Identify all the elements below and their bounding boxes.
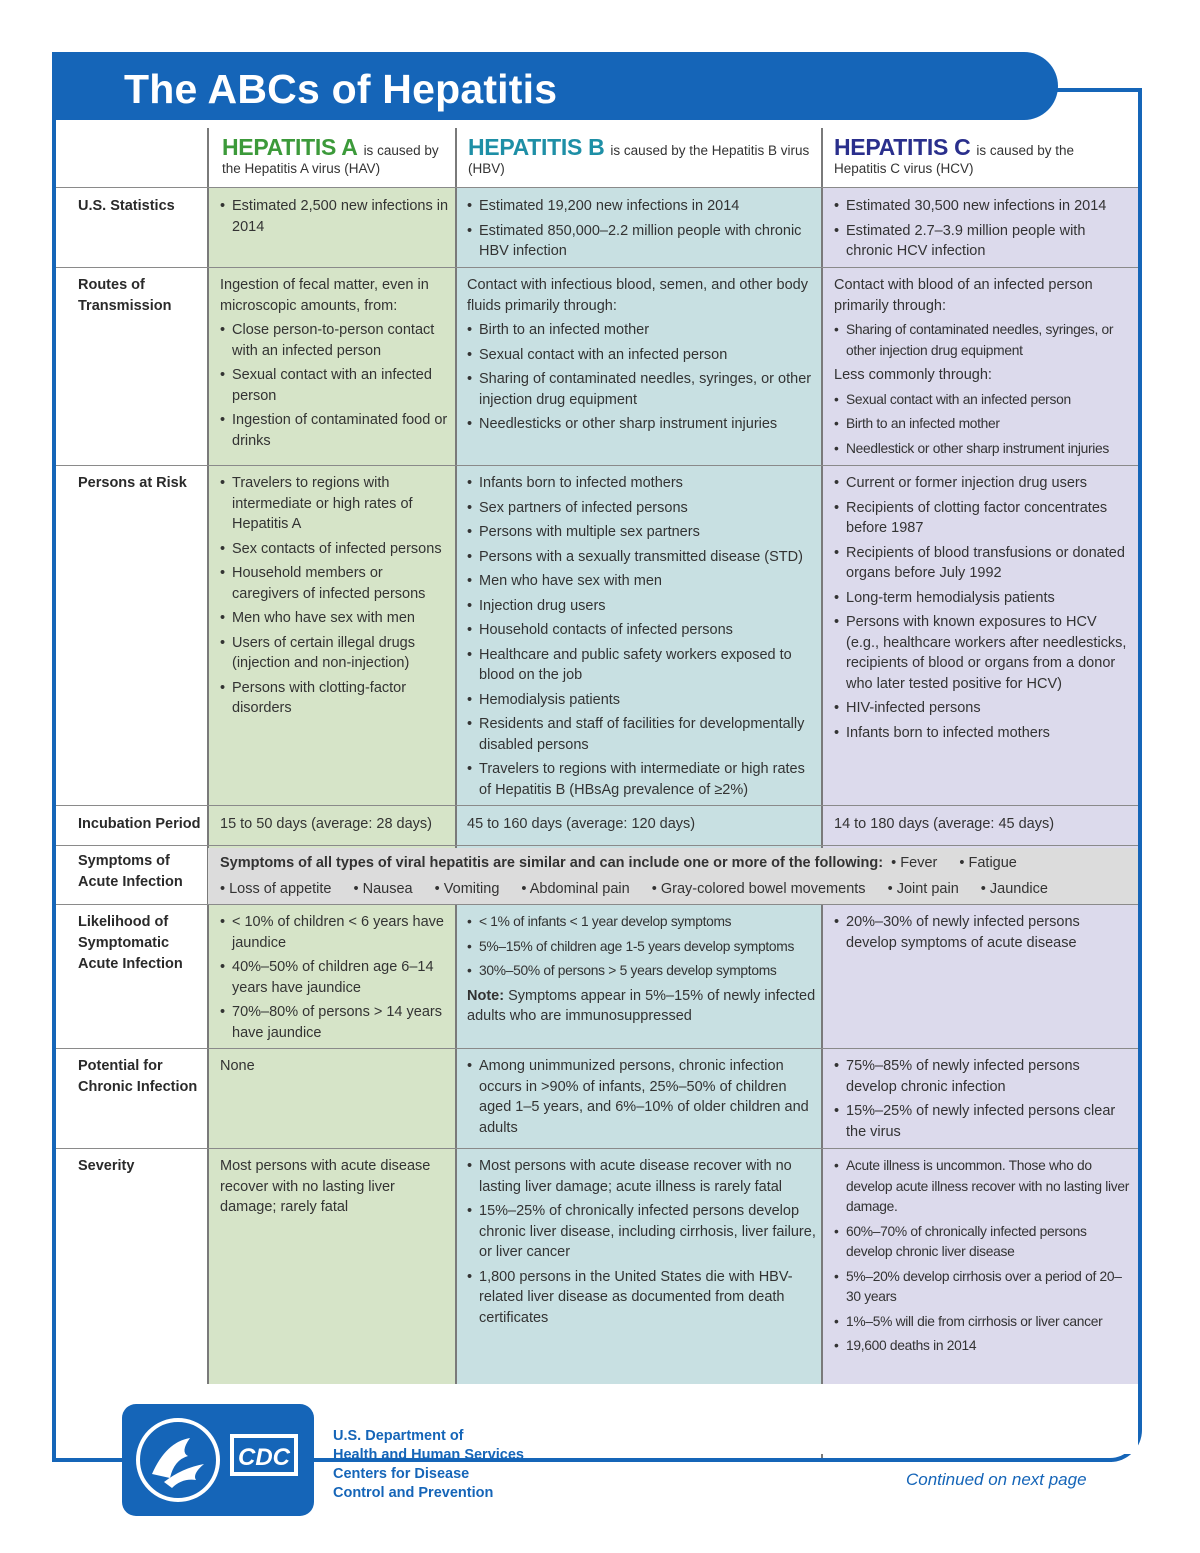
symptom-item: • Fever — [891, 850, 937, 876]
column-divider-c — [821, 128, 823, 1458]
frame-top-border — [1050, 88, 1142, 92]
cdc-logo-text: CDC — [238, 1444, 290, 1471]
list-item: • 75%–85% of newly infected persons develop chronic infection — [834, 1056, 1132, 1097]
list-item: • Persons with a sexually transmitted disease (STD) — [467, 547, 817, 568]
routes-a-intro: Ingestion of fecal matter, even in microscopic amounts, from: — [220, 277, 429, 314]
list-item: • Estimated 30,500 new infections in 2014 — [834, 196, 1132, 217]
routes-c-intro2: Less commonly through: — [834, 367, 992, 383]
chronic-c — [834, 1056, 1132, 1146]
list-item: • < 10% of children < 6 years have jaundice — [220, 912, 448, 953]
list-item: • Household contacts of infected persons — [467, 620, 817, 641]
continued-link[interactable]: Continued on next page — [906, 1470, 1087, 1489]
list-item: • Household members or caregivers of infected persons — [220, 563, 448, 604]
list-item: • 1%–5% will die from cirrhosis or liver cancer — [834, 1312, 1132, 1333]
list-item: • Injection drug users — [467, 596, 817, 617]
list-item: • Sexual contact with an infected person — [467, 345, 817, 366]
likelihood-b — [467, 912, 817, 1031]
likelihood-c — [834, 912, 1132, 957]
list-item: • 70%–80% of persons > 14 years have jaundice — [220, 1002, 448, 1043]
list-item: • Estimated 2.7–3.9 million people with chronic HCV infection — [834, 221, 1132, 262]
symptoms-lead: Symptoms of all types of viral hepatitis are similar and can include one or more of the following: — [220, 855, 884, 871]
list-item: • HIV-infected persons — [834, 698, 1132, 719]
severity-a: Most persons with acute disease recover with no lasting liver damage; rarely fatal — [220, 1158, 431, 1215]
list-item: • Healthcare and public safety workers exposed to blood on the job — [467, 645, 817, 686]
row-label-severity: Severity — [78, 1158, 135, 1174]
frame-left-border — [52, 88, 56, 1462]
hepatitis-b-header — [468, 134, 813, 178]
list-item: • Recipients of blood transfusions or donated organs before July 1992 — [834, 543, 1132, 584]
symptom-item: • Joint pain — [888, 876, 959, 902]
symptom-item: • Fatigue — [959, 850, 1016, 876]
row-label-statistics: U.S. Statistics — [78, 198, 175, 214]
hepatitis-c-title: HEPATITIS C — [834, 134, 971, 160]
row-label-routes: Routes of Transmission — [78, 277, 172, 314]
list-item: • Needlestick or other sharp instrument injuries — [834, 439, 1132, 460]
incubation-b: 45 to 160 days (average: 120 days) — [467, 816, 696, 832]
list-item: • 15%–25% of chronically infected persons develop chronic liver disease, including cirrhosis, liver failure, or liver cancer — [467, 1201, 817, 1263]
list-item: • Users of certain illegal drugs (injection and non-injection) — [220, 633, 448, 674]
agency-line: Control and Prevention — [333, 1485, 494, 1501]
list-item: • Travelers to regions with intermediate or high rates of Hepatitis B (HBsAg prevalence of ≥2%) — [467, 759, 817, 800]
list-item: • Birth to an infected mother — [834, 414, 1132, 435]
agency-name — [333, 1427, 573, 1503]
chronic-a: None — [220, 1058, 255, 1074]
list-item: • Men who have sex with men — [220, 608, 448, 629]
risk-c — [834, 473, 1132, 747]
row-label-symptoms: Symptoms of Acute Infection — [78, 853, 183, 890]
incubation-a: 15 to 50 days (average: 28 days) — [220, 816, 432, 832]
list-item: • Sharing of contaminated needles, syringes, or other injection drug equipment — [834, 320, 1132, 361]
list-item: • Most persons with acute disease recover with no lasting liver damage; acute illness is rarely fatal — [467, 1156, 817, 1197]
list-item: • Ingestion of contaminated food or drinks — [220, 410, 448, 451]
list-item: • 40%–50% of children age 6–14 years have jaundice — [220, 957, 448, 998]
likelihood-a — [220, 912, 448, 1047]
hepatitis-a-title: HEPATITIS A — [222, 134, 358, 160]
list-item: • Birth to an infected mother — [467, 320, 817, 341]
symptom-item: • Vomiting — [435, 876, 500, 902]
list-item: • Persons with multiple sex partners — [467, 522, 817, 543]
statistics-b — [467, 196, 817, 266]
list-item: • Acute illness is uncommon. Those who do develop acute illness recover with no lasting liver damage. — [834, 1156, 1132, 1218]
list-item: • Persons with known exposures to HCV (e.g., healthcare workers after needlesticks, recipients of blood or organs from a donor who later tested positive for HCV) — [834, 612, 1132, 694]
agency-line: Centers for Disease — [333, 1466, 470, 1482]
row-label-likelihood: Likelihood of Symptomatic Acute Infection — [78, 914, 183, 972]
symptom-item: • Jaundice — [981, 876, 1048, 902]
list-item: • Persons with clotting-factor disorders — [220, 678, 448, 719]
row-divider — [56, 1148, 1138, 1149]
note-label: Note: — [467, 987, 505, 1004]
list-item: • Infants born to infected mothers — [834, 723, 1132, 744]
agency-line: U.S. Department of — [333, 1428, 464, 1444]
row-divider — [56, 904, 1138, 905]
list-item: • 19,600 deaths in 2014 — [834, 1336, 1132, 1357]
row-divider — [56, 267, 1138, 268]
routes-c-intro: Contact with blood of an infected person primarily through: — [834, 277, 1093, 314]
routes-a — [220, 275, 448, 455]
list-item: • 20%–30% of newly infected persons develop symptoms of acute disease — [834, 912, 1132, 953]
row-divider — [56, 187, 1138, 188]
frame-right-border — [1138, 88, 1142, 1428]
row-divider — [56, 1048, 1138, 1049]
hepatitis-c-header — [834, 134, 1129, 178]
list-item: • 1,800 persons in the United States die with HBV-related liver disease as documented from death certificates — [467, 1267, 817, 1329]
list-item: • 5%–15% of children age 1-5 years develop symptoms — [467, 937, 817, 958]
list-item: • Men who have sex with men — [467, 571, 817, 592]
hepatitis-b-title: HEPATITIS B — [468, 134, 605, 160]
symptom-item: • Loss of appetite — [220, 876, 332, 902]
page-title: The ABCs of Hepatitis — [124, 66, 558, 112]
row-divider — [56, 845, 1138, 846]
symptom-item: • Abdominal pain — [521, 876, 629, 902]
risk-b — [467, 473, 817, 804]
hepatitis-a-description: is caused by the Hepatitis A virus (HAV) — [222, 143, 439, 176]
chronic-b — [467, 1056, 817, 1142]
list-item: • Sexual contact with an infected person — [220, 365, 448, 406]
hepatitis-a-header — [222, 134, 447, 178]
list-item: • Sexual contact with an infected person — [834, 390, 1132, 411]
list-item: • Estimated 19,200 new infections in 2014 — [467, 196, 817, 217]
list-item: • < 1% of infants < 1 year develop symptoms — [467, 912, 817, 933]
list-item: • Recipients of clotting factor concentrates before 1987 — [834, 498, 1132, 539]
severity-c — [834, 1156, 1132, 1361]
list-item: • Needlesticks or other sharp instrument injuries — [467, 414, 817, 435]
risk-a — [220, 473, 448, 723]
hepatitis-c-description: is caused by the Hepatitis C virus (HCV) — [834, 143, 1074, 176]
list-item: • Travelers to regions with intermediate or high rates of Hepatitis A — [220, 473, 448, 535]
note-text: Symptoms appear in 5%–15% of newly infected adults who are immunosuppressed — [467, 987, 816, 1024]
list-item: • 60%–70% of chronically infected persons develop chronic liver disease — [834, 1222, 1132, 1263]
column-divider-b — [455, 128, 457, 1384]
symptom-item: • Gray-colored bowel movements — [652, 876, 866, 902]
list-item: • Sex partners of infected persons — [467, 498, 817, 519]
routes-c — [834, 275, 1132, 463]
symptom-item: • Nausea — [354, 876, 413, 902]
list-item: • 5%–20% develop cirrhosis over a period of 20–30 years — [834, 1267, 1132, 1308]
list-item: • 15%–25% of newly infected persons clear the virus — [834, 1101, 1132, 1142]
cdc-logo-icon — [228, 1432, 300, 1478]
list-item: • Infants born to infected mothers — [467, 473, 817, 494]
list-item: • Estimated 850,000–2.2 million people with chronic HBV infection — [467, 221, 817, 262]
list-item: • Close person-to-person contact with an infected person — [220, 320, 448, 361]
symptoms-text — [220, 850, 1130, 902]
statistics-c — [834, 196, 1132, 266]
row-label-risk: Persons at Risk — [78, 475, 187, 491]
list-item: • 30%–50% of persons > 5 years develop symptoms — [467, 961, 817, 982]
list-item: • Hemodialysis patients — [467, 690, 817, 711]
routes-b — [467, 275, 817, 439]
list-item: • Long-term hemodialysis patients — [834, 588, 1132, 609]
row-label-incubation: Incubation Period — [78, 816, 201, 832]
hepatitis-b-description: is caused by the Hepatitis B virus (HBV) — [468, 143, 810, 176]
list-item: • Current or former injection drug users — [834, 473, 1132, 494]
severity-b — [467, 1156, 817, 1332]
row-label-chronic: Potential for Chronic Infection — [78, 1058, 198, 1095]
routes-b-intro: Contact with infectious blood, semen, and other body fluids primarily through: — [467, 277, 808, 314]
agency-line: Health and Human Services — [333, 1447, 524, 1463]
row-divider — [56, 805, 1138, 806]
list-item: • Sharing of contaminated needles, syringes, or other injection drug equipment — [467, 369, 817, 410]
list-item: • Estimated 2,500 new infections in 2014 — [220, 196, 448, 237]
list-item: • Sex contacts of infected persons — [220, 539, 448, 560]
row-divider — [56, 465, 1138, 466]
statistics-a — [220, 196, 448, 241]
list-item: • Residents and staff of facilities for developmentally disabled persons — [467, 714, 817, 755]
list-item: • Among unimmunized persons, chronic infection occurs in >90% of infants, 25%–50% of children aged 1–5 years, and 6%–10% of older children and adults — [467, 1056, 817, 1138]
incubation-c: 14 to 180 days (average: 45 days) — [834, 816, 1055, 832]
hhs-eagle-icon — [130, 1412, 226, 1508]
